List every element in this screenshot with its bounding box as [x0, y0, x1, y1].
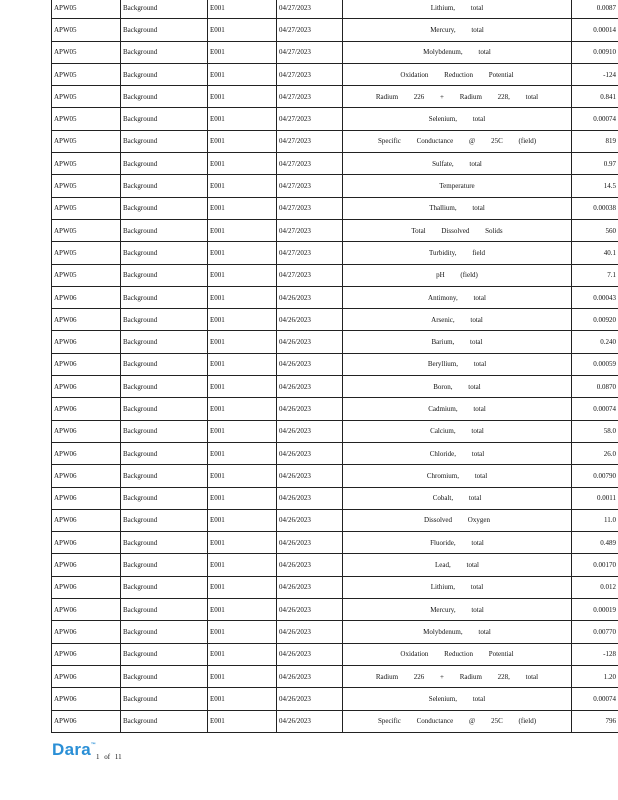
parameter-cell: Boron, total: [343, 376, 572, 398]
location-cell: APW05: [52, 130, 121, 152]
event-code-cell: E001: [208, 153, 277, 175]
result-cell: -124: [572, 63, 618, 85]
sample-date-cell: 04/27/2023: [277, 108, 343, 130]
location-type-cell: Background: [121, 621, 208, 643]
table-row: [52, 130, 618, 152]
event-code-cell: E001: [208, 63, 277, 85]
table-row: [52, 710, 618, 732]
sample-date-cell: 04/27/2023: [277, 219, 343, 241]
table-row: [52, 175, 618, 197]
location-cell: APW05: [52, 0, 121, 19]
parameter-cell: Antimony, total: [343, 286, 572, 308]
table-row: [52, 309, 618, 331]
location-type-cell: Background: [121, 309, 208, 331]
parameter-cell: Temperature: [343, 175, 572, 197]
location-type-cell: Background: [121, 376, 208, 398]
location-cell: APW05: [52, 219, 121, 241]
parameter-cell: Chloride, total: [343, 442, 572, 464]
location-cell: APW06: [52, 442, 121, 464]
parameter-cell: Lithium, total: [343, 0, 572, 19]
result-cell: 0.00074: [572, 108, 618, 130]
location-cell: APW06: [52, 465, 121, 487]
location-type-cell: Background: [121, 599, 208, 621]
parameter-cell: Lithium, total: [343, 576, 572, 598]
parameter-cell: Total Dissolved Solids: [343, 219, 572, 241]
sample-date-cell: 04/27/2023: [277, 197, 343, 219]
location-type-cell: Background: [121, 465, 208, 487]
sample-date-cell: 04/26/2023: [277, 353, 343, 375]
result-cell: 0.00014: [572, 19, 618, 41]
event-code-cell: E001: [208, 621, 277, 643]
table-row: [52, 420, 618, 442]
location-cell: APW05: [52, 63, 121, 85]
sample-date-cell: 04/26/2023: [277, 465, 343, 487]
event-code-cell: E001: [208, 487, 277, 509]
parameter-cell: Turbidity, field: [343, 242, 572, 264]
table-row: [52, 376, 618, 398]
sample-date-cell: 04/26/2023: [277, 643, 343, 665]
sample-date-cell: 04/26/2023: [277, 487, 343, 509]
event-code-cell: E001: [208, 242, 277, 264]
result-cell: 0.0011: [572, 487, 618, 509]
table-row: [52, 41, 618, 63]
parameter-cell: Fluoride, total: [343, 532, 572, 554]
table-row: [52, 465, 618, 487]
event-code-cell: E001: [208, 264, 277, 286]
location-cell: APW05: [52, 153, 121, 175]
result-cell: 0.00170: [572, 554, 618, 576]
location-type-cell: Background: [121, 331, 208, 353]
location-type-cell: Background: [121, 665, 208, 687]
parameter-cell: Dissolved Oxygen: [343, 509, 572, 531]
location-cell: APW06: [52, 710, 121, 732]
result-cell: 26.0: [572, 442, 618, 464]
location-type-cell: Background: [121, 242, 208, 264]
result-cell: 0.00019: [572, 599, 618, 621]
sample-date-cell: 04/27/2023: [277, 130, 343, 152]
sample-date-cell: 04/27/2023: [277, 86, 343, 108]
parameter-cell: Calcium, total: [343, 420, 572, 442]
sample-date-cell: 04/27/2023: [277, 242, 343, 264]
location-type-cell: Background: [121, 420, 208, 442]
location-type-cell: Background: [121, 19, 208, 41]
result-cell: 0.00059: [572, 353, 618, 375]
parameter-cell: Oxidation Reduction Potential: [343, 643, 572, 665]
table-row: [52, 688, 618, 710]
parameter-cell: Molybdenum, total: [343, 621, 572, 643]
table-row: [52, 63, 618, 85]
event-code-cell: E001: [208, 130, 277, 152]
sample-date-cell: 04/27/2023: [277, 153, 343, 175]
sample-date-cell: 04/27/2023: [277, 63, 343, 85]
event-code-cell: E001: [208, 442, 277, 464]
event-code-cell: E001: [208, 353, 277, 375]
table-row: [52, 599, 618, 621]
parameter-cell: Selenium, total: [343, 688, 572, 710]
table-row: [52, 86, 618, 108]
location-type-cell: Background: [121, 63, 208, 85]
location-cell: APW06: [52, 599, 121, 621]
result-cell: 0.841: [572, 86, 618, 108]
results-table-body: [52, 0, 618, 732]
event-code-cell: E001: [208, 41, 277, 63]
parameter-cell: Thallium, total: [343, 197, 572, 219]
parameter-cell: Specific Conductance @ 25C (field): [343, 710, 572, 732]
location-type-cell: Background: [121, 264, 208, 286]
table-row: [52, 442, 618, 464]
page-footer: [52, 740, 122, 764]
location-type-cell: Background: [121, 554, 208, 576]
sample-date-cell: 04/26/2023: [277, 576, 343, 598]
location-type-cell: Background: [121, 86, 208, 108]
table-row: [52, 643, 618, 665]
table-row: [52, 665, 618, 687]
location-type-cell: Background: [121, 398, 208, 420]
parameter-cell: pH (field): [343, 264, 572, 286]
result-cell: 796: [572, 710, 618, 732]
location-cell: APW06: [52, 643, 121, 665]
parameter-cell: Oxidation Reduction Potential: [343, 63, 572, 85]
location-cell: APW06: [52, 353, 121, 375]
sample-date-cell: 04/26/2023: [277, 286, 343, 308]
event-code-cell: E001: [208, 19, 277, 41]
event-code-cell: E001: [208, 599, 277, 621]
location-cell: APW06: [52, 331, 121, 353]
result-cell: 11.0: [572, 509, 618, 531]
table-row: [52, 242, 618, 264]
location-cell: APW06: [52, 621, 121, 643]
result-cell: 0.00038: [572, 197, 618, 219]
sample-date-cell: 04/27/2023: [277, 175, 343, 197]
table-row: [52, 19, 618, 41]
sample-date-cell: 04/27/2023: [277, 41, 343, 63]
result-cell: 58.0: [572, 420, 618, 442]
parameter-cell: Radium 226 + Radium 228, total: [343, 86, 572, 108]
event-code-cell: E001: [208, 665, 277, 687]
location-type-cell: Background: [121, 175, 208, 197]
parameter-cell: Molybdenum, total: [343, 41, 572, 63]
location-type-cell: Background: [121, 576, 208, 598]
parameter-cell: Arsenic, total: [343, 309, 572, 331]
result-cell: -128: [572, 643, 618, 665]
event-code-cell: E001: [208, 643, 277, 665]
dara-logo: [52, 740, 97, 759]
table-row: [52, 108, 618, 130]
results-table: [51, 0, 618, 733]
event-code-cell: E001: [208, 710, 277, 732]
location-type-cell: Background: [121, 197, 208, 219]
parameter-cell: Sulfate, total: [343, 153, 572, 175]
parameter-cell: Barium, total: [343, 331, 572, 353]
result-cell: 0.0870: [572, 376, 618, 398]
location-cell: APW06: [52, 420, 121, 442]
sample-date-cell: 04/26/2023: [277, 554, 343, 576]
result-cell: 0.00043: [572, 286, 618, 308]
result-cell: 0.012: [572, 576, 618, 598]
result-cell: 7.1: [572, 264, 618, 286]
location-type-cell: Background: [121, 0, 208, 19]
sample-date-cell: 04/26/2023: [277, 331, 343, 353]
result-cell: 14.5: [572, 175, 618, 197]
result-cell: 0.00074: [572, 398, 618, 420]
parameter-cell: Radium 226 + Radium 228, total: [343, 665, 572, 687]
sample-date-cell: 04/26/2023: [277, 509, 343, 531]
location-cell: APW05: [52, 19, 121, 41]
event-code-cell: E001: [208, 465, 277, 487]
location-type-cell: Background: [121, 130, 208, 152]
table-row: [52, 197, 618, 219]
location-cell: APW06: [52, 309, 121, 331]
location-type-cell: Background: [121, 532, 208, 554]
location-cell: APW06: [52, 554, 121, 576]
parameter-cell: Beryllium, total: [343, 353, 572, 375]
result-cell: 1.20: [572, 665, 618, 687]
event-code-cell: E001: [208, 331, 277, 353]
event-code-cell: E001: [208, 175, 277, 197]
location-type-cell: Background: [121, 710, 208, 732]
result-cell: 40.1: [572, 242, 618, 264]
location-cell: APW05: [52, 242, 121, 264]
result-cell: 0.00074: [572, 688, 618, 710]
table-row: [52, 487, 618, 509]
location-type-cell: Background: [121, 509, 208, 531]
location-type-cell: Background: [121, 108, 208, 130]
location-cell: APW06: [52, 509, 121, 531]
event-code-cell: E001: [208, 688, 277, 710]
sample-date-cell: 04/26/2023: [277, 599, 343, 621]
result-cell: 0.00920: [572, 309, 618, 331]
location-cell: APW05: [52, 86, 121, 108]
event-code-cell: E001: [208, 309, 277, 331]
sample-date-cell: 04/26/2023: [277, 376, 343, 398]
location-cell: APW06: [52, 376, 121, 398]
location-cell: APW05: [52, 175, 121, 197]
location-cell: APW06: [52, 398, 121, 420]
table-row: [52, 264, 618, 286]
location-type-cell: Background: [121, 286, 208, 308]
table-row: [52, 219, 618, 241]
sample-date-cell: 04/26/2023: [277, 420, 343, 442]
event-code-cell: E001: [208, 398, 277, 420]
event-code-cell: E001: [208, 554, 277, 576]
result-cell: 0.00790: [572, 465, 618, 487]
sample-date-cell: 04/27/2023: [277, 264, 343, 286]
result-cell: 0.0087: [572, 0, 618, 19]
result-cell: 0.240: [572, 331, 618, 353]
sample-date-cell: 04/27/2023: [277, 19, 343, 41]
sample-date-cell: 04/26/2023: [277, 532, 343, 554]
sample-date-cell: 04/27/2023: [277, 0, 343, 19]
result-cell: 0.489: [572, 532, 618, 554]
location-cell: APW06: [52, 532, 121, 554]
result-cell: 819: [572, 130, 618, 152]
table-row: [52, 353, 618, 375]
event-code-cell: E001: [208, 197, 277, 219]
location-type-cell: Background: [121, 643, 208, 665]
event-code-cell: E001: [208, 576, 277, 598]
location-type-cell: Background: [121, 219, 208, 241]
sample-date-cell: 04/26/2023: [277, 621, 343, 643]
sample-date-cell: 04/26/2023: [277, 398, 343, 420]
parameter-cell: Lead, total: [343, 554, 572, 576]
parameter-cell: Selenium, total: [343, 108, 572, 130]
table-row: [52, 554, 618, 576]
table-row: [52, 532, 618, 554]
table-row: [52, 509, 618, 531]
result-cell: 0.00770: [572, 621, 618, 643]
page-number: 1 of 11: [96, 753, 122, 761]
location-type-cell: Background: [121, 442, 208, 464]
location-type-cell: Background: [121, 487, 208, 509]
location-cell: APW05: [52, 108, 121, 130]
sample-date-cell: 04/26/2023: [277, 442, 343, 464]
location-cell: APW05: [52, 264, 121, 286]
table-row: [52, 153, 618, 175]
event-code-cell: E001: [208, 0, 277, 19]
event-code-cell: E001: [208, 420, 277, 442]
sample-date-cell: 04/26/2023: [277, 309, 343, 331]
event-code-cell: E001: [208, 219, 277, 241]
event-code-cell: E001: [208, 532, 277, 554]
event-code-cell: E001: [208, 108, 277, 130]
result-cell: 560: [572, 219, 618, 241]
parameter-cell: Specific Conductance @ 25C (field): [343, 130, 572, 152]
location-type-cell: Background: [121, 353, 208, 375]
parameter-cell: Chromium, total: [343, 465, 572, 487]
location-cell: APW06: [52, 487, 121, 509]
table-row: [52, 331, 618, 353]
table-row: [52, 0, 618, 19]
parameter-cell: Mercury, total: [343, 599, 572, 621]
location-type-cell: Background: [121, 688, 208, 710]
sample-date-cell: 04/26/2023: [277, 710, 343, 732]
location-type-cell: Background: [121, 41, 208, 63]
table-row: [52, 398, 618, 420]
table-row: [52, 621, 618, 643]
logo-trademark: ™: [90, 742, 97, 748]
parameter-cell: Cobalt, total: [343, 487, 572, 509]
parameter-cell: Cadmium, total: [343, 398, 572, 420]
event-code-cell: E001: [208, 376, 277, 398]
location-cell: APW06: [52, 688, 121, 710]
sample-date-cell: 04/26/2023: [277, 665, 343, 687]
location-cell: APW06: [52, 286, 121, 308]
location-cell: APW06: [52, 665, 121, 687]
location-cell: APW05: [52, 41, 121, 63]
location-cell: APW05: [52, 197, 121, 219]
event-code-cell: E001: [208, 286, 277, 308]
location-type-cell: Background: [121, 153, 208, 175]
event-code-cell: E001: [208, 509, 277, 531]
sample-date-cell: 04/26/2023: [277, 688, 343, 710]
event-code-cell: E001: [208, 86, 277, 108]
parameter-cell: Mercury, total: [343, 19, 572, 41]
result-cell: 0.00910: [572, 41, 618, 63]
logo-text: Dara: [52, 740, 92, 759]
location-cell: APW06: [52, 576, 121, 598]
table-row: [52, 576, 618, 598]
table-row: [52, 286, 618, 308]
result-cell: 0.97: [572, 153, 618, 175]
